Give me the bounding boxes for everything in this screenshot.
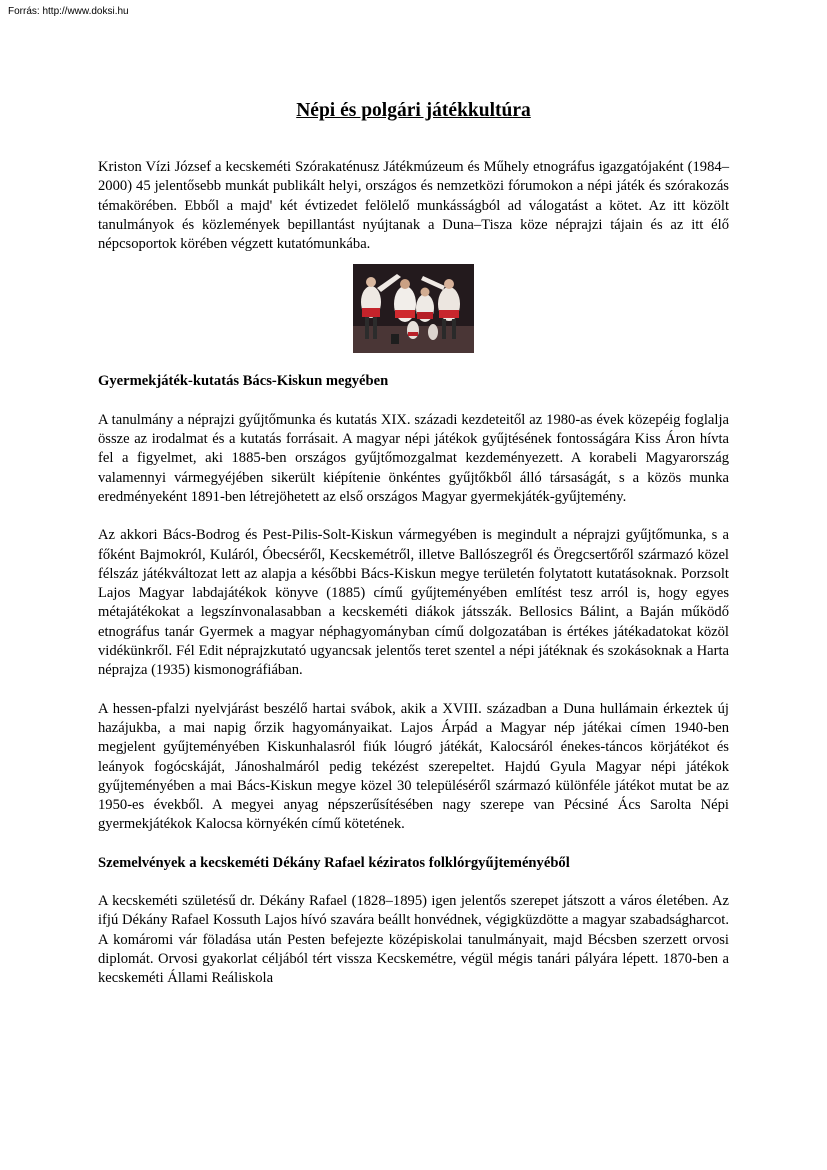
section1-paragraph-2: Az akkori Bács-Bodrog és Pest-Pilis-Solt-Kiskun vármegyében is megindult a néprajzi gyűjtőmunka, s a főként Bajmokról, Kuláról, Óbecséről, Kecskemétről, illetve Ballószegről és Öregcsertőről származó közel félszáz játékváltozat lett az alapja a későbbi Bács-Kiskun megye területén folytatott kutatásoknak. Porzsolt Lajos Magyar labdajátékok könyve (1885) című gyűjteményében említést tesz arról is, hogy egyes métajátékokat a legszínvonalasabban a kecskeméti diákok játsszák. Bellosics Bálint, a Baján működő etnográfus tanár Gyermek a magyar néphagyományban című dolgozatában is értékes játékadatokat közöl vidékünkről. Fél Edit néprajzkutató ugyancsak jelentős teret szentel a népi játéknak és szokásoknak a Harta néprajza (1935) kismonográfiában. (98, 527, 729, 679)
folk-dance-illustration (353, 264, 474, 353)
intro-paragraph: Kriston Vízi József a kecskeméti Szórakaténusz Játékmúzeum és Műhely etnográfus igazgatójaként (1984–2000) 45 jelentősebb munkát publikált helyi, országos és nemzetközi fórumokon a népi játék és szórakozás témakörében. Ebből a majd' két évtizedet felölelő munkásságból ad válogatást a kötet. Az itt közölt tanulmányok és közlemények bepillantást nyújtanak a Duna–Tisza köze néprajzi tájain és az itt élő népcsoportok körében végzett kutatómunkába. (98, 159, 729, 253)
page-title: Népi és polgári játékkultúra (296, 100, 531, 121)
section2-paragraph-1: A kecskeméti születésű dr. Dékány Rafael (1828–1895) igen jelentős szerepet játszott a város életében. Az ifjú Dékány Rafael Kossuth Lajos hívó szavára beállt honvédnek, végigküzdötte a magyar szabadságharcot. A komáromi vár föladása után Pesten befejezte középiskolai tanulmányait, majd Bécsben szerzett orvosi diplomát. Orvosi gyakorlat céljából tért vissza Kecskemétre, végül mégis tanári pályára lépett. 1870-ben a kecskeméti Állami Reáliskola (98, 893, 729, 987)
folk-dance-photo (353, 264, 474, 353)
section1-paragraph-1: A tanulmány a néprajzi gyűjtőmunka és kutatás XIX. századi kezdeteitől az 1980-as évek közepéig foglalja össze az irodalmat és a kutatás forrásait. A magyar népi játékok gyűjtésének fontosságára Kiss Áron hívta fel a figyelmet, aki 1885-ben országos gyűjtőmozgalmat kezdeményezett. A korabeli Magyarország valamennyi vármegyéjében sikerült kiépítenie önkéntes gyűjtőkből álló társaságát, s a közös munka eredményeként 1891-ben létrejöhetett az első országos Magyar gyermekjáték-gyűjtemény. (98, 411, 729, 505)
document-body (98, 158, 729, 989)
section-heading-1: Gyermekjáték-kutatás Bács-Kiskun megyében (98, 373, 389, 390)
source-note: Forrás: http://www.doksi.hu (8, 6, 129, 17)
photo-container (98, 264, 729, 353)
section-heading-2: Szemelvények a kecskeméti Dékány Rafael kéziratos folklórgyűjteményéből (98, 854, 570, 871)
section1-paragraph-3: A hessen-pfalzi nyelvjárást beszélő hartai svábok, akik a XVIII. században a Duna hullámain érkeztek új hazájukba, a mai napig őrzik hagyományaikat. Lajos Árpád a Magyar nép játékai címen 1940-ben megjelent gyűjteményében Kiskunhalasról fiúk lóugró játékát, Kalocsáról énekes-táncos körjátékot és leányok fogócskáját, Jánoshalmáról pedig tekézést szerepeltet. Hajdú Gyula Magyar népi játékok gyűjteményében a mai Bács-Kiskun megye közel 30 településéről származó különféle játékot mutat be az 1950-es évekből. A megyei anyag népszerűsítésében nagy szerepe van Pécsiné Ács Sarolta Népi gyermekjátékok Kalocsa környékén című kötetének. (98, 700, 729, 833)
